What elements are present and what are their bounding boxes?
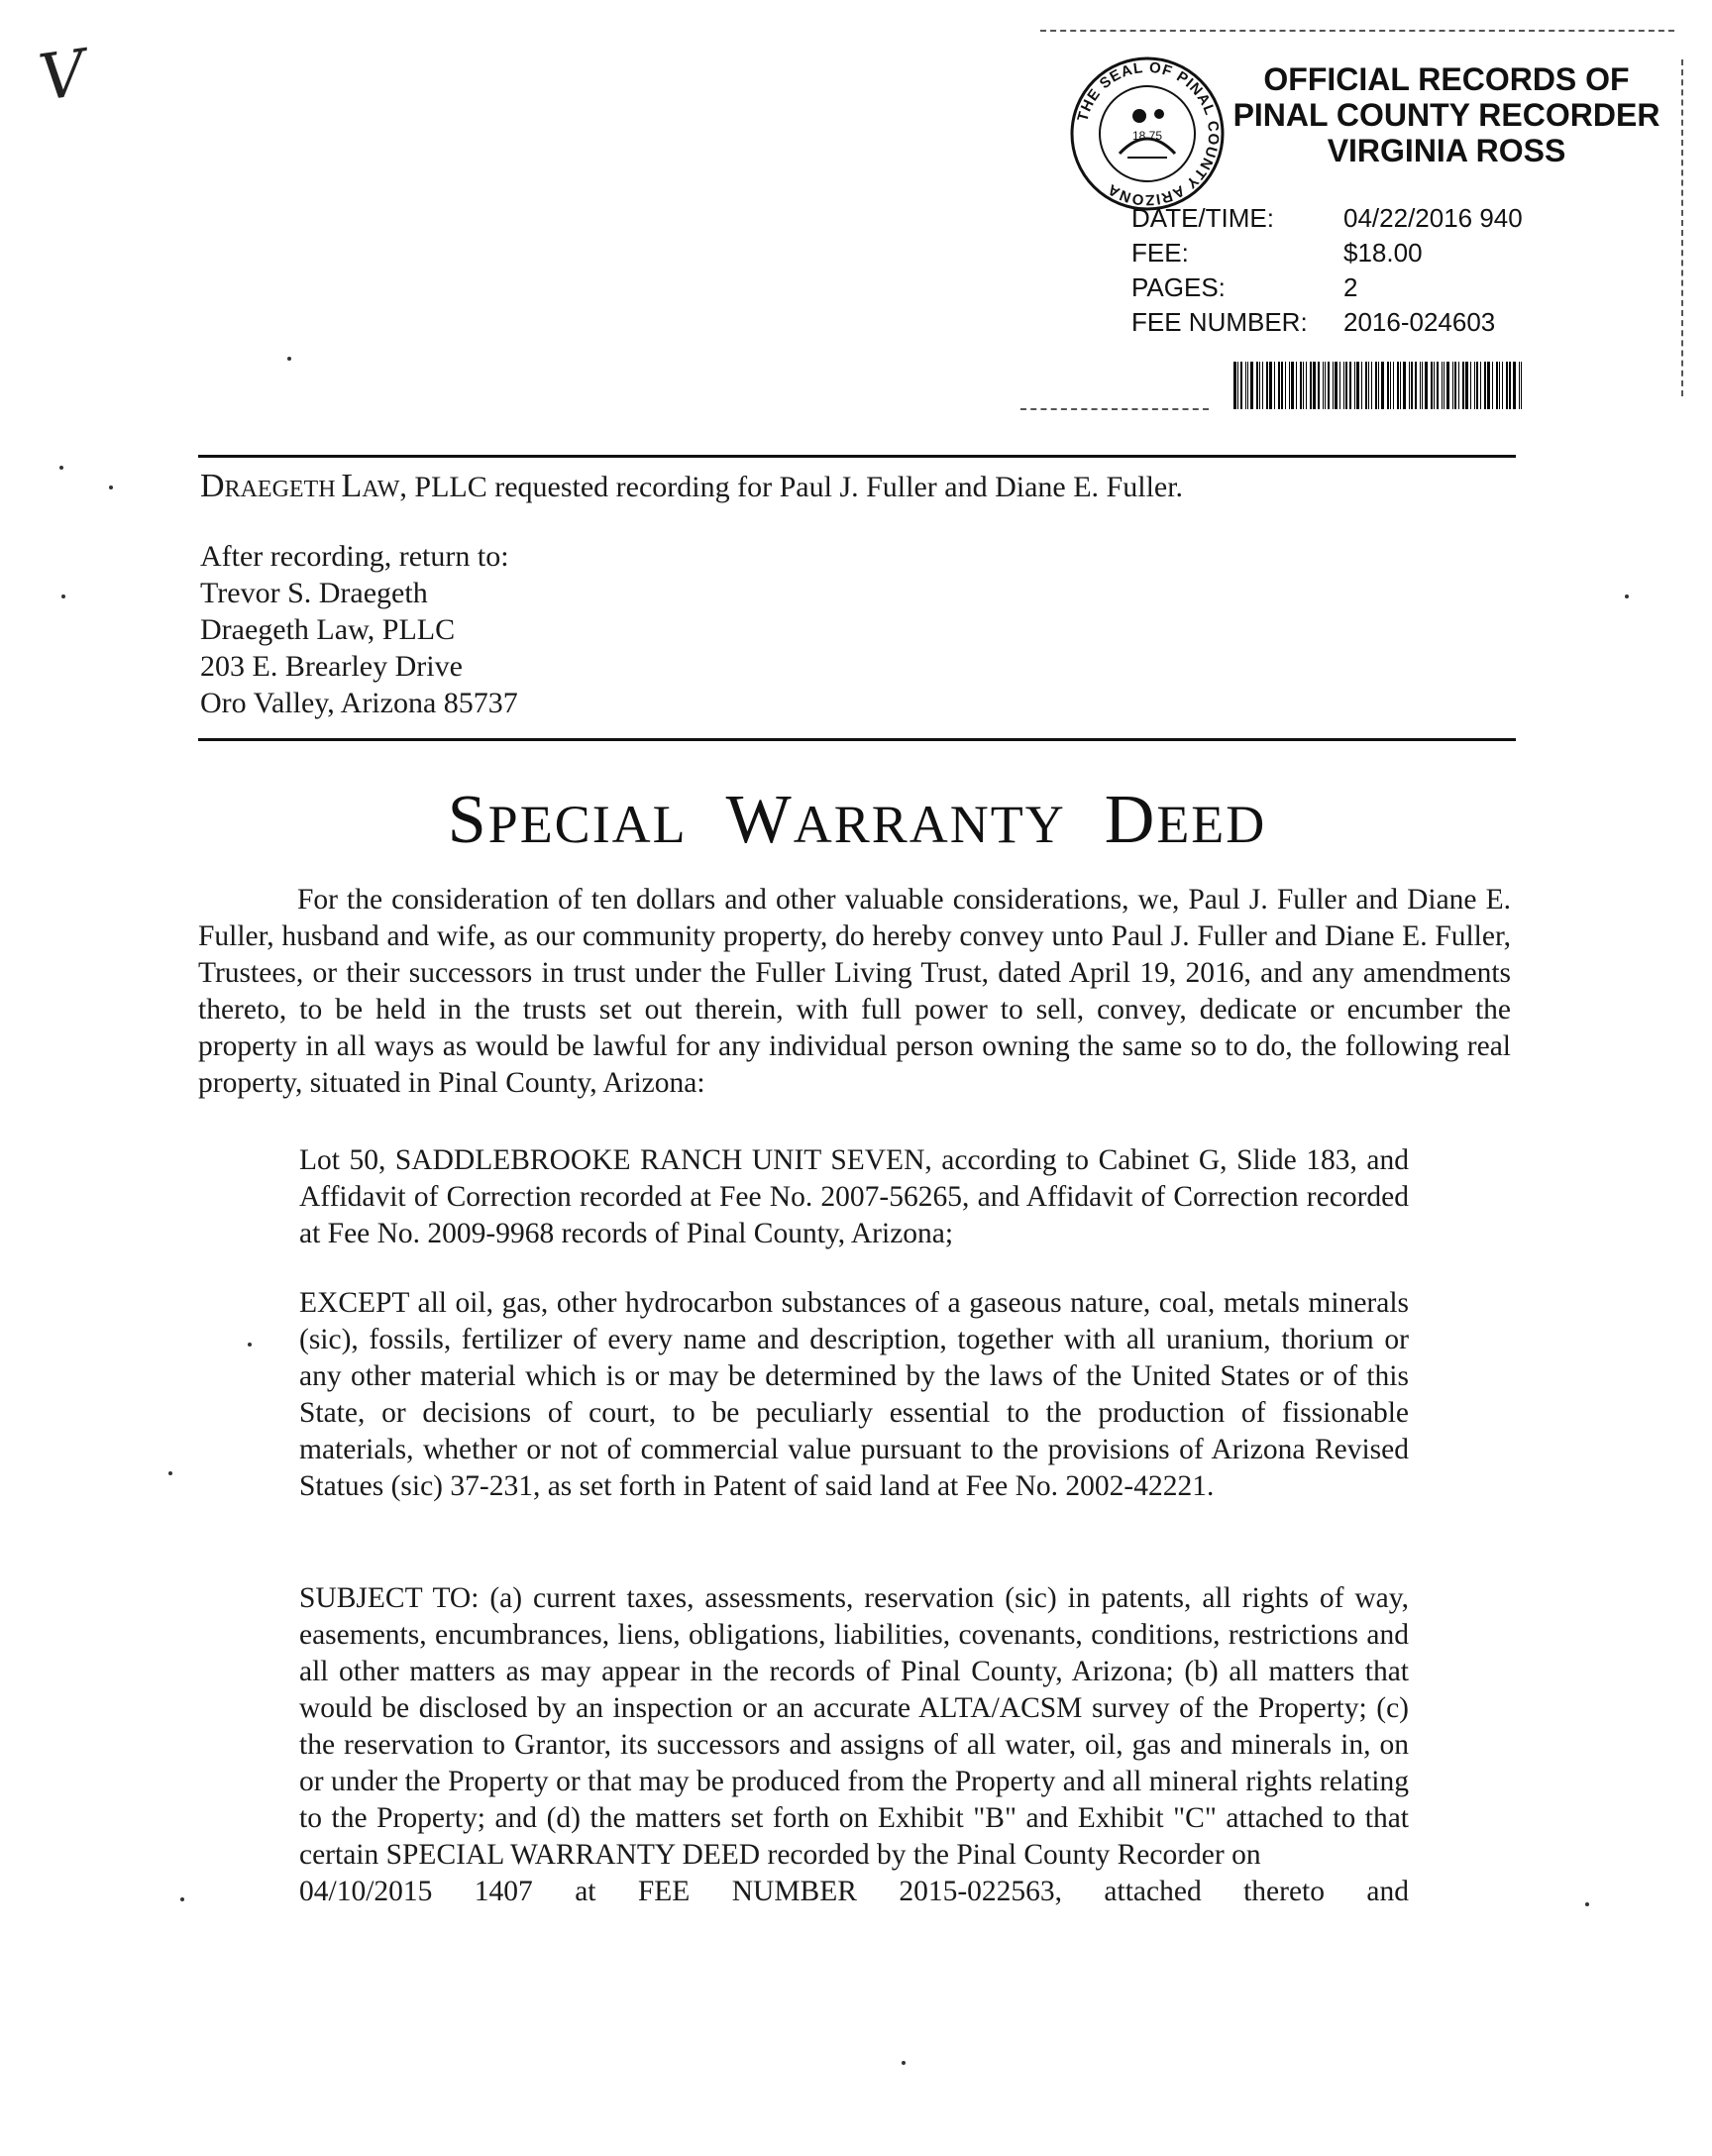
barcode-bar (1502, 362, 1503, 409)
firm-name-rest: RAEGETH (224, 477, 342, 502)
barcode-bar (1434, 362, 1435, 409)
barcode-bar (1487, 362, 1490, 409)
title-initial: D (1104, 782, 1157, 858)
last-line-word: at (575, 1876, 596, 1907)
recorder-title-line-2: PINAL COUNTY RECORDER (1232, 97, 1660, 133)
recording-value: 2016-024603 (1343, 307, 1496, 337)
barcode-bar (1303, 362, 1304, 409)
barcode-bar (1361, 362, 1362, 409)
subject-to-last-line (299, 1874, 1409, 1910)
title-rest: ARRANTY (793, 795, 1066, 854)
barcode-bar (1390, 362, 1391, 409)
barcode-bar (1328, 362, 1330, 409)
barcode-bar (1345, 362, 1347, 409)
firm-name-rest: AW (362, 477, 400, 502)
barcode-bar (1274, 362, 1275, 409)
title-rest: EED (1156, 795, 1267, 854)
recording-value: 04/22/2016 940 (1343, 203, 1523, 233)
last-line-word: 1407 (474, 1876, 533, 1907)
barcode-bar (1262, 362, 1263, 409)
barcode-bar (1343, 362, 1344, 409)
barcode-bar (1431, 362, 1433, 409)
scan-speck (902, 2061, 906, 2065)
scan-speck (1585, 1902, 1589, 1906)
barcode-bar (1368, 362, 1369, 409)
document-title (198, 781, 1516, 860)
barcode-bar (1474, 362, 1475, 409)
barcode-bar (1365, 362, 1367, 409)
last-line-word: attached (1104, 1876, 1202, 1907)
recording-barcode (1233, 362, 1570, 409)
firm-name-initial: D (200, 468, 225, 504)
barcode-bar (1278, 362, 1280, 409)
stamp-top-border (1040, 30, 1674, 32)
svg-text:THE SEAL OF PINAL COUNTY ARIZO: THE SEAL OF PINAL COUNTY ARIZONA (1074, 58, 1223, 209)
last-line-word: 04/10/2015 (299, 1876, 433, 1907)
recording-value: 2 (1343, 272, 1358, 302)
barcode-bar (1409, 362, 1410, 409)
barcode-bar (1476, 362, 1478, 409)
recording-label: FEE: (1131, 238, 1189, 268)
requested-text: , PLLC requested recording for Paul J. Fuller and Diane E. Fuller. (399, 471, 1184, 503)
scan-speck (168, 1471, 172, 1475)
last-line-word: thereto (1243, 1876, 1325, 1907)
recording-info-table (1131, 201, 1523, 340)
return-line: Draegeth Law, PLLC (200, 613, 456, 646)
scan-speck (109, 485, 113, 489)
barcode-bar (1387, 362, 1389, 409)
barcode-bar (1381, 362, 1384, 409)
barcode-bar (1285, 362, 1286, 409)
barcode-bar (1323, 362, 1324, 409)
barcode-bar (1296, 362, 1297, 409)
recording-row-pages (1131, 270, 1523, 305)
legal-description: Lot 50, SADDLEBROOKE RANCH UNIT SEVEN, according to Cabinet G, Slide 183, and Affidavit of Correction recorded at Fee No. 2007-56265, and Affidavit of Correction recorded at Fee No. 2009-9968 records of Pinal County, Arizona; (299, 1144, 1409, 1249)
recording-label: DATE/TIME: (1131, 203, 1274, 233)
stamp-bottom-border (1020, 408, 1209, 410)
handwritten-check-mark: V (35, 37, 91, 116)
barcode-bar (1465, 362, 1468, 409)
barcode-bar (1289, 362, 1290, 409)
return-address-block (200, 538, 518, 721)
barcode-bar (1411, 362, 1413, 409)
barcode-bar (1499, 362, 1500, 409)
barcode-bar (1496, 362, 1498, 409)
barcode-bar (1333, 362, 1334, 409)
barcode-bar (1375, 362, 1377, 409)
barcode-bar (1420, 362, 1421, 409)
barcode-bar (1509, 362, 1511, 409)
barcode-bar (1462, 362, 1464, 409)
barcode-bar (1281, 362, 1283, 409)
return-line: Trevor S. Draegeth (200, 577, 428, 609)
barcode-bar (1506, 362, 1508, 409)
header-rule-top (198, 455, 1516, 458)
barcode-bar (1513, 362, 1516, 409)
barcode-bar (1415, 362, 1417, 409)
barcode-bar (1397, 362, 1399, 409)
barcode-bar (1425, 362, 1428, 409)
recording-label: FEE NUMBER: (1131, 307, 1308, 337)
barcode-bar (1313, 362, 1316, 409)
scan-speck (1625, 594, 1629, 598)
barcode-bar (1300, 362, 1302, 409)
scan-speck (59, 466, 63, 470)
recording-row-datetime (1131, 201, 1523, 236)
barcode-bar (1458, 362, 1459, 409)
barcode-bar (1400, 362, 1401, 409)
barcode-bar (1325, 362, 1326, 409)
barcode-bar (1437, 362, 1439, 409)
barcode-bar (1306, 362, 1307, 409)
last-line-word: 2015-022563, (899, 1876, 1063, 1907)
barcode-bar (1492, 362, 1493, 409)
subject-to-clause (299, 1580, 1409, 1910)
barcode-bar (1256, 362, 1258, 409)
barcode-bar (1519, 362, 1520, 409)
barcode-bar (1291, 362, 1294, 409)
barcode-bar (1378, 362, 1379, 409)
barcode-bar (1454, 362, 1456, 409)
barcode-bar (1442, 362, 1443, 409)
recording-value: $18.00 (1343, 238, 1423, 268)
barcode-bar (1484, 362, 1486, 409)
except-clause: EXCEPT all oil, gas, other hydrocarbon substances of a gaseous nature, coal, metals minerals (sic), fossils, fertilizer of every name and description, together with all uranium, thorium or any other material which is or may be determined by the laws of the United States or of this State, or decisions of court, to be peculiarly essential to the production of fissionable materials, whether or not of commercial value pursuant to the provisions of Arizona Revised Statues (sic) 37-231, as set forth in Patent of said land at Fee No. 2002-42221. (299, 1287, 1409, 1502)
title-initial: S (447, 782, 488, 858)
return-line: After recording, return to: (200, 540, 509, 573)
svg-text:18 75: 18 75 (1131, 129, 1163, 143)
scan-speck (180, 1897, 184, 1901)
recorder-title-line-3: VIRGINIA ROSS (1327, 133, 1566, 168)
barcode-bar (1240, 362, 1242, 409)
last-line-word: and (1366, 1876, 1409, 1907)
county-seal (1068, 54, 1227, 213)
title-rest: PECIAL (487, 795, 688, 854)
barcode-bar (1233, 362, 1236, 409)
recorder-title-line-1: OFFICIAL RECORDS OF (1263, 61, 1630, 97)
consideration-paragraph: For the consideration of ten dollars and other valuable considerations, we, Paul J. Fuller and Diane E. Fuller, husband and wife, as our community property, do hereby convey unto Paul J. Fuller and Diane E. Fuller, Trustees, or their successors in trust under the Fuller Living Trust, dated April 19, 2016, and any amendments thereto, to be held in the trusts set out therein, with full power to sell, convey, dedicate or encumber the property in all ways as would be lawful for any individual person owning the same so to do, the following real property, situated in Pinal County, Arizona: (198, 884, 1511, 1099)
barcode-bar (1446, 362, 1449, 409)
barcode-bar (1318, 362, 1320, 409)
barcode-bar (1470, 362, 1471, 409)
subject-to-text: SUBJECT TO: (a) current taxes, assessments, reservation (sic) in patents, all rights of way, easements, encumbrances, liens, obligations, liabilities, covenants, conditions, restrictions and all other matters as may appear in the records of Pinal County, Arizona; (b) all matters that would be disclosed by an inspection or an accurate ALTA/ACSM survey of the Property; (c) the reservation to Grantor, its successors and assigns of all water, oil, gas and minerals in, on or under the Property or that may be produced from the Property and all mineral rights relating to the Property; and (d) the matters set forth on Exhibit "B" and Exhibit "C" attached to that certain SPECIAL WARRANTY DEED recorded by the Pinal County Recorder on (299, 1582, 1409, 1871)
barcode-bar (1269, 362, 1272, 409)
barcode-bar (1237, 362, 1238, 409)
recording-label: PAGES: (1131, 272, 1226, 302)
barcode-bar (1356, 362, 1359, 409)
barcode-bar (1245, 362, 1246, 409)
title-initial: W (725, 782, 794, 858)
barcode-bar (1349, 362, 1351, 409)
barcode-bar (1480, 362, 1481, 409)
return-line: Oro Valley, Arizona 85737 (200, 687, 518, 719)
stamp-right-border (1681, 59, 1683, 396)
barcode-bar (1403, 362, 1406, 409)
barcode-bar (1521, 362, 1522, 409)
barcode-bar (1266, 362, 1268, 409)
barcode-bar (1422, 362, 1423, 409)
return-line: 203 E. Brearley Drive (200, 650, 463, 683)
recorder-title (1229, 61, 1664, 168)
scan-speck (61, 594, 65, 598)
barcode-bar (1259, 362, 1260, 409)
barcode-bar (1452, 362, 1453, 409)
barcode-bar (1247, 362, 1248, 409)
barcode-bar (1393, 362, 1394, 409)
barcode-bar (1371, 362, 1372, 409)
recording-row-fee (1131, 236, 1523, 270)
requested-recording-line (200, 468, 1183, 505)
barcode-bar (1250, 362, 1253, 409)
recording-row-fee-number (1131, 305, 1523, 340)
header-rule-bottom (198, 738, 1516, 741)
barcode-bar (1339, 362, 1340, 409)
scan-speck (287, 357, 291, 361)
firm-name-initial: L (341, 468, 363, 504)
last-line-word: NUMBER (731, 1876, 857, 1907)
barcode-bar (1310, 362, 1312, 409)
barcode-bar (1335, 362, 1338, 409)
barcode-bar (1354, 362, 1355, 409)
last-line-word: FEE (637, 1876, 691, 1907)
scan-speck (248, 1343, 252, 1347)
